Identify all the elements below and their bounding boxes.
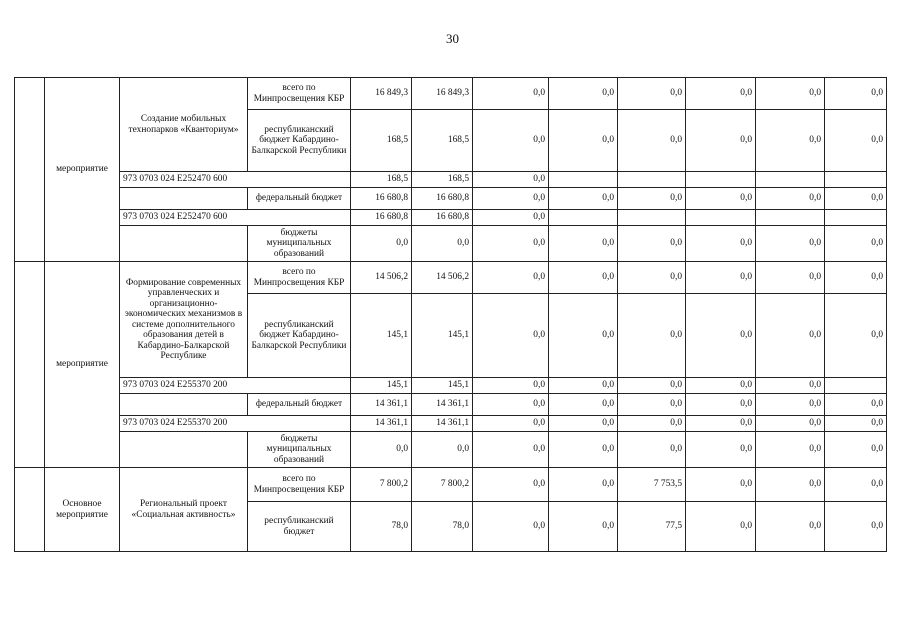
funding-source-cell: республиканский бюджет <box>248 502 351 552</box>
amount-cell: 14 361,1 <box>351 416 412 432</box>
amount-cell: 78,0 <box>351 502 412 552</box>
empty-name-cell <box>120 394 248 416</box>
amount-cell: 14 361,1 <box>412 394 473 416</box>
amount-cell: 14 506,2 <box>412 262 473 294</box>
budget-table <box>14 77 887 552</box>
amount-cell: 0,0 <box>549 378 618 394</box>
activity-name-cell: Формирование современных управленческих и организационно-экономических механизмов в системе дополнительного образования детей в Кабардино-Балкарской Республике <box>120 262 248 378</box>
amount-cell: 0,0 <box>825 468 887 502</box>
amount-cell: 16 680,8 <box>412 188 473 210</box>
table-row <box>15 394 887 416</box>
amount-cell: 14 361,1 <box>351 394 412 416</box>
budget-code-cell: 973 0703 024 E255370 200 <box>120 378 351 394</box>
activity-type-cell: Основное мероприятие <box>45 468 120 552</box>
amount-cell: 14 506,2 <box>351 262 412 294</box>
amount-cell: 0,0 <box>756 110 825 172</box>
amount-cell: 0,0 <box>412 432 473 468</box>
amount-cell <box>686 210 756 226</box>
amount-cell: 0,0 <box>618 432 686 468</box>
amount-cell: 0,0 <box>473 226 549 262</box>
amount-cell <box>618 172 686 188</box>
amount-cell: 0,0 <box>618 262 686 294</box>
amount-cell <box>756 172 825 188</box>
amount-cell: 0,0 <box>549 432 618 468</box>
amount-cell <box>825 210 887 226</box>
amount-cell: 0,0 <box>473 502 549 552</box>
amount-cell: 0,0 <box>825 110 887 172</box>
amount-cell: 0,0 <box>473 294 549 378</box>
empty-name-cell <box>120 188 248 210</box>
budget-code-cell: 973 0703 024 E255370 200 <box>120 416 351 432</box>
amount-cell: 14 361,1 <box>412 416 473 432</box>
amount-cell: 0,0 <box>473 416 549 432</box>
amount-cell: 7 800,2 <box>412 468 473 502</box>
amount-cell: 0,0 <box>686 294 756 378</box>
amount-cell: 16 680,8 <box>412 210 473 226</box>
amount-cell: 0,0 <box>756 378 825 394</box>
amount-cell: 0,0 <box>351 226 412 262</box>
amount-cell <box>549 172 618 188</box>
amount-cell: 0,0 <box>473 188 549 210</box>
funding-source-cell: федеральный бюджет <box>248 188 351 210</box>
amount-cell: 0,0 <box>686 188 756 210</box>
table-body <box>15 78 887 552</box>
amount-cell: 145,1 <box>351 294 412 378</box>
page-number: 30 <box>446 31 459 46</box>
amount-cell: 16 849,3 <box>412 78 473 110</box>
funding-source-cell: бюджеты муниципальных образований <box>248 432 351 468</box>
amount-cell: 145,1 <box>412 378 473 394</box>
amount-cell: 0,0 <box>473 394 549 416</box>
amount-cell: 0,0 <box>412 226 473 262</box>
amount-cell: 0,0 <box>825 394 887 416</box>
amount-cell: 0,0 <box>473 468 549 502</box>
amount-cell: 0,0 <box>825 502 887 552</box>
amount-cell: 0,0 <box>618 416 686 432</box>
amount-cell: 0,0 <box>686 432 756 468</box>
amount-cell: 0,0 <box>473 172 549 188</box>
table-row <box>15 172 887 188</box>
amount-cell: 0,0 <box>618 294 686 378</box>
index-cell <box>15 468 45 552</box>
amount-cell: 0,0 <box>549 262 618 294</box>
amount-cell: 7 753,5 <box>618 468 686 502</box>
amount-cell: 168,5 <box>351 110 412 172</box>
amount-cell: 16 680,8 <box>351 188 412 210</box>
amount-cell: 145,1 <box>351 378 412 394</box>
amount-cell: 78,0 <box>412 502 473 552</box>
amount-cell: 0,0 <box>686 378 756 394</box>
amount-cell: 0,0 <box>549 78 618 110</box>
amount-cell: 0,0 <box>756 262 825 294</box>
amount-cell: 0,0 <box>473 262 549 294</box>
activity-type-cell: мероприятие <box>45 262 120 468</box>
amount-cell: 0,0 <box>756 78 825 110</box>
table-row <box>15 78 887 110</box>
amount-cell: 0,0 <box>549 294 618 378</box>
amount-cell: 0,0 <box>549 468 618 502</box>
amount-cell: 0,0 <box>618 394 686 416</box>
table-row <box>15 416 887 432</box>
amount-cell: 0,0 <box>686 502 756 552</box>
table-row <box>15 432 887 468</box>
table-row <box>15 468 887 502</box>
amount-cell: 0,0 <box>473 432 549 468</box>
amount-cell: 16 680,8 <box>351 210 412 226</box>
funding-source-cell: бюджеты муниципальных образований <box>248 226 351 262</box>
amount-cell: 0,0 <box>756 432 825 468</box>
amount-cell: 16 849,3 <box>351 78 412 110</box>
amount-cell: 0,0 <box>618 188 686 210</box>
empty-name-cell <box>120 226 248 262</box>
amount-cell: 0,0 <box>618 378 686 394</box>
amount-cell: 168,5 <box>412 172 473 188</box>
amount-cell: 0,0 <box>686 262 756 294</box>
funding-source-cell: республиканский бюджет Кабардино-Балкарской Республики <box>248 110 351 172</box>
funding-source-cell: республиканский бюджет Кабардино-Балкарской Республики <box>248 294 351 378</box>
amount-cell: 0,0 <box>549 394 618 416</box>
amount-cell: 0,0 <box>686 394 756 416</box>
amount-cell: 0,0 <box>756 294 825 378</box>
index-cell <box>15 262 45 468</box>
amount-cell <box>756 210 825 226</box>
amount-cell: 0,0 <box>756 468 825 502</box>
table-row <box>15 378 887 394</box>
funding-source-cell: федеральный бюджет <box>248 394 351 416</box>
table-row <box>15 226 887 262</box>
amount-cell: 0,0 <box>473 110 549 172</box>
budget-code-cell: 973 0703 024 E252470 600 <box>120 210 351 226</box>
table-row <box>15 188 887 210</box>
amount-cell: 0,0 <box>825 262 887 294</box>
amount-cell: 0,0 <box>473 378 549 394</box>
amount-cell: 0,0 <box>686 468 756 502</box>
amount-cell: 0,0 <box>756 394 825 416</box>
amount-cell <box>825 378 887 394</box>
amount-cell: 0,0 <box>825 294 887 378</box>
funding-source-cell: всего по Минпросвещения КБР <box>248 78 351 110</box>
amount-cell: 0,0 <box>686 416 756 432</box>
amount-cell: 0,0 <box>549 502 618 552</box>
amount-cell <box>686 172 756 188</box>
amount-cell: 0,0 <box>756 226 825 262</box>
amount-cell: 0,0 <box>549 226 618 262</box>
amount-cell <box>825 172 887 188</box>
amount-cell: 7 800,2 <box>351 468 412 502</box>
amount-cell: 0,0 <box>618 110 686 172</box>
amount-cell: 0,0 <box>756 502 825 552</box>
amount-cell: 0,0 <box>549 188 618 210</box>
amount-cell: 0,0 <box>351 432 412 468</box>
amount-cell: 168,5 <box>412 110 473 172</box>
amount-cell <box>618 210 686 226</box>
amount-cell: 0,0 <box>686 226 756 262</box>
activity-name-cell: Создание мобильных технопарков «Кванториум» <box>120 78 248 172</box>
budget-code-cell: 973 0703 024 E252470 600 <box>120 172 351 188</box>
amount-cell: 0,0 <box>473 78 549 110</box>
amount-cell: 77,5 <box>618 502 686 552</box>
amount-cell: 0,0 <box>825 432 887 468</box>
table-row <box>15 210 887 226</box>
amount-cell: 0,0 <box>686 110 756 172</box>
amount-cell: 0,0 <box>825 226 887 262</box>
table-row <box>15 262 887 294</box>
amount-cell: 0,0 <box>825 188 887 210</box>
funding-source-cell: всего по Минпросвещения КБР <box>248 262 351 294</box>
amount-cell: 0,0 <box>473 210 549 226</box>
funding-source-cell: всего по Минпросвещения КБР <box>248 468 351 502</box>
amount-cell: 0,0 <box>618 78 686 110</box>
amount-cell: 0,0 <box>686 78 756 110</box>
amount-cell: 0,0 <box>756 416 825 432</box>
amount-cell: 145,1 <box>412 294 473 378</box>
amount-cell: 0,0 <box>549 110 618 172</box>
amount-cell: 0,0 <box>756 188 825 210</box>
amount-cell: 0,0 <box>825 416 887 432</box>
amount-cell: 0,0 <box>549 416 618 432</box>
activity-name-cell: Региональный проект «Социальная активность» <box>120 468 248 552</box>
empty-name-cell <box>120 432 248 468</box>
index-cell <box>15 78 45 262</box>
amount-cell: 0,0 <box>825 78 887 110</box>
activity-type-cell: мероприятие <box>45 78 120 262</box>
amount-cell: 0,0 <box>618 226 686 262</box>
amount-cell: 168,5 <box>351 172 412 188</box>
amount-cell <box>549 210 618 226</box>
